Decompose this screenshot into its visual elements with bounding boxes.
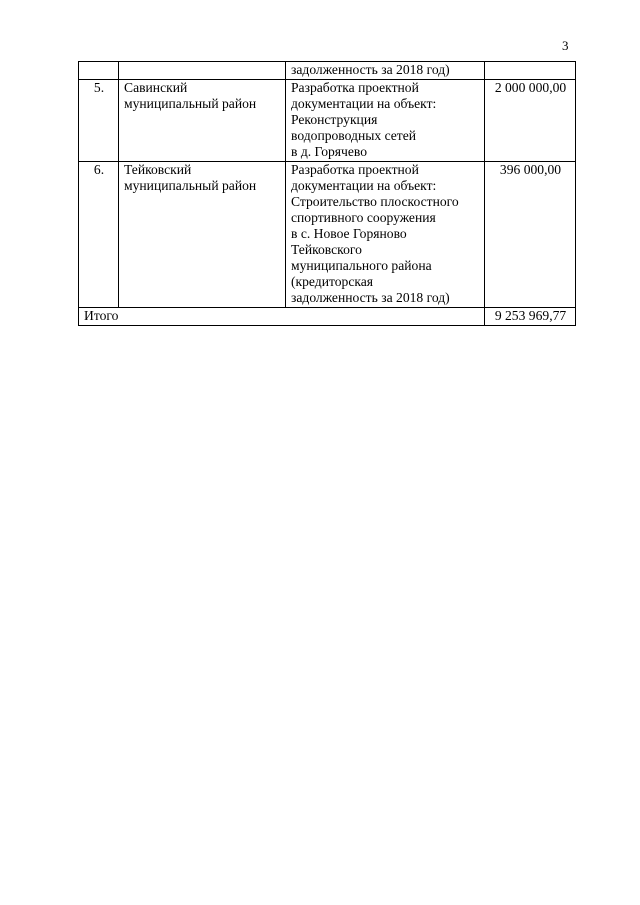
cell-amount: 396 000,00 <box>485 162 576 308</box>
page-number: 3 <box>562 38 569 53</box>
cell-district: Тейковский муниципальный район <box>119 162 286 308</box>
cell-num <box>79 62 119 80</box>
cell-amount: 2 000 000,00 <box>485 80 576 162</box>
table-row-continuation <box>79 62 576 80</box>
cell-amount <box>485 62 576 80</box>
total-amount: 9 253 969,77 <box>485 308 576 326</box>
table-row <box>79 80 576 162</box>
cell-purpose: Разработка проектной документации на объект: Реконструкция водопроводных сетей в д. Горячево <box>286 80 485 162</box>
funding-table <box>78 61 576 326</box>
table-row <box>79 162 576 308</box>
table-row-total <box>79 308 576 326</box>
cell-district: Савинский муниципальный район <box>119 80 286 162</box>
cell-num: 5. <box>79 80 119 162</box>
cell-district <box>119 62 286 80</box>
cell-purpose: задолженность за 2018 год) <box>286 62 485 80</box>
total-label: Итого <box>79 308 485 326</box>
cell-purpose: Разработка проектной документации на объект: Строительство плоскостного спортивного сооружения в с. Новое Горяново Тейковского муниципального района (кредиторская задолженность за 2018 год) <box>286 162 485 308</box>
cell-num: 6. <box>79 162 119 308</box>
